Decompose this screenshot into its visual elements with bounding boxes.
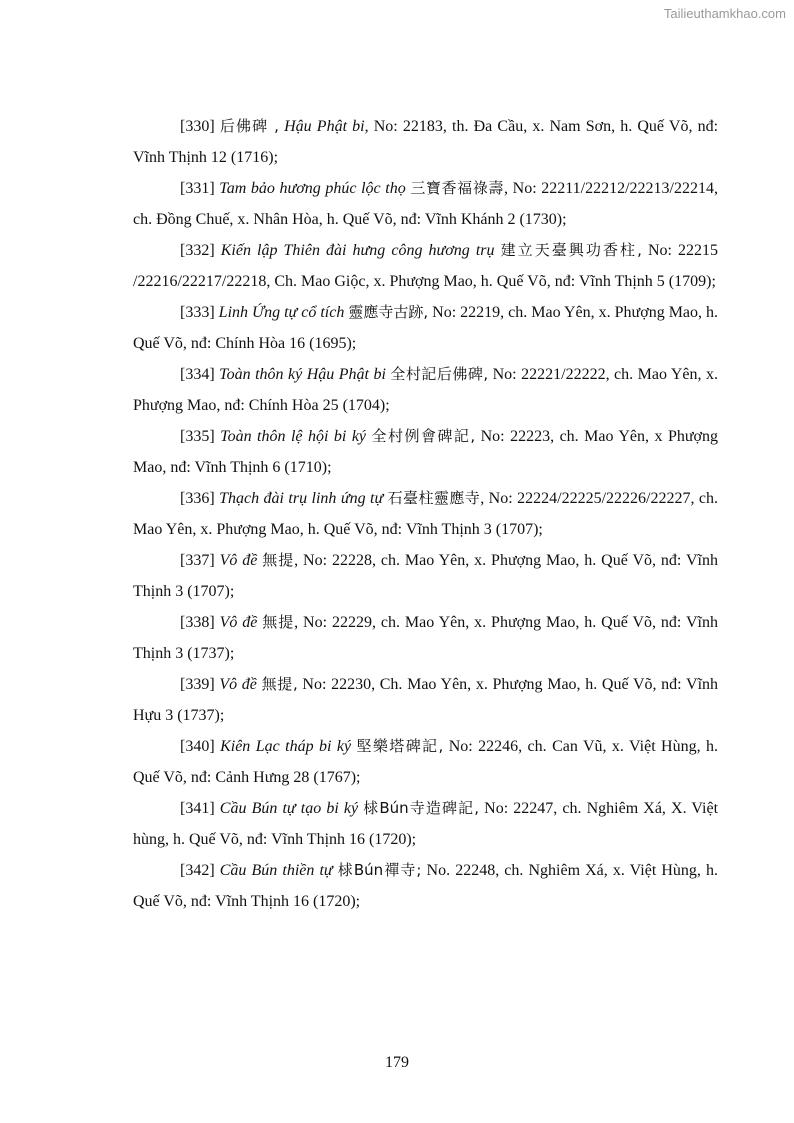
entry-number: [332] bbox=[180, 242, 215, 259]
entry-title: Cầu Bún tự tạo bi ký bbox=[219, 800, 359, 817]
entry-title: Kiên Lạc tháp bi ký bbox=[220, 738, 352, 755]
entry-details: No: 22223, ch. Mao Yên, x Phượng Mao, nđ: Vĩnh Thịnh 6 (1710); bbox=[133, 428, 719, 476]
entry-han-text: 建立天臺興功香柱, bbox=[500, 241, 642, 259]
entry-details: No: 22215 /22216/22217/22218, Ch. Mao Giộc, x. Phượng Mao, h. Quế Võ, nđ: Vĩnh Thịnh 5 (1709); bbox=[133, 242, 719, 290]
entry-number: [337] bbox=[180, 552, 215, 569]
entry-details: , No: 22229, ch. Mao Yên, x. Phượng Mao, h. Quế Võ, nđ: Vĩnh Thịnh 3 (1737); bbox=[133, 614, 718, 662]
entry-han-text: 堅樂塔碑記, bbox=[356, 737, 444, 755]
entry-title: Vô đề bbox=[219, 676, 257, 693]
entry-title: Hậu Phật bi bbox=[284, 118, 365, 135]
entry-335 bbox=[133, 421, 718, 483]
entry-338 bbox=[133, 607, 718, 669]
entry-number: [331] bbox=[180, 180, 215, 197]
entry-340 bbox=[133, 731, 718, 793]
entry-han-text: 無提 bbox=[262, 613, 295, 631]
entry-332 bbox=[133, 235, 718, 297]
entry-title: Linh Ứng tự cổ tích bbox=[218, 304, 345, 321]
entry-han-text: 全村例會碑記, bbox=[371, 427, 476, 445]
entry-details: No: 22246, ch. Can Vũ, x. Việt Hùng, h. Quế Võ, nđ: Cảnh Hưng 28 (1767); bbox=[133, 738, 719, 786]
entry-336 bbox=[133, 483, 718, 545]
entry-number: [334] bbox=[180, 366, 215, 383]
entry-number: [333] bbox=[180, 304, 215, 321]
entry-number: [330] bbox=[180, 118, 215, 135]
entry-details: No: 22230, Ch. Mao Yên, x. Phượng Mao, h. Quế Võ, nđ: Vĩnh Hựu 3 (1737); bbox=[133, 676, 719, 724]
entry-han-text: 三寶香福祿壽 bbox=[410, 179, 505, 197]
watermark: Tailieuthamkhao.com bbox=[663, 6, 786, 21]
entry-342 bbox=[133, 855, 718, 917]
entry-details: , No: 22224/22225/22226/22227, ch. Mao Yên, x. Phượng Mao, h. Quế Võ, nđ: Vĩnh Thịnh 3 (1707); bbox=[133, 490, 718, 538]
entry-han-text: 梂Bún禪寺; bbox=[337, 861, 422, 879]
entry-339 bbox=[133, 669, 718, 731]
entry-334 bbox=[133, 359, 718, 421]
entry-han-text: 石臺柱靈應寺 bbox=[387, 489, 481, 507]
entry-title: Toàn thôn lệ hội bi ký bbox=[220, 428, 367, 445]
entry-number: [335] bbox=[180, 428, 215, 445]
entry-han-text: 無提, bbox=[261, 675, 298, 693]
entry-title: Tam bảo hương phúc lộc thọ bbox=[219, 180, 406, 197]
entry-number: [336] bbox=[180, 490, 215, 507]
entry-330 bbox=[133, 111, 718, 173]
entry-han-text: 全村記后佛碑, bbox=[390, 365, 489, 383]
entry-details: , No: 22211/22212/22213/22214, ch. Đồng Chuế, x. Nhân Hòa, h. Quế Võ, nđ: Vĩnh Khánh 2 (1730); bbox=[133, 180, 719, 228]
entry-number: [338] bbox=[180, 614, 215, 631]
entry-337 bbox=[133, 545, 718, 607]
entry-title: Cầu Bún thiền tự bbox=[219, 862, 333, 879]
entry-number: [341] bbox=[180, 800, 215, 817]
entry-title: Kiến lập Thiên đài hưng công hương trụ bbox=[220, 242, 495, 259]
entry-han-text: 無提 bbox=[262, 551, 295, 569]
entry-details: No: 22219, ch. Mao Yên, x. Phượng Mao, h. Quế Võ, nđ: Chính Hòa 16 (1695); bbox=[133, 304, 719, 352]
entry-title: Thạch đài trụ linh ứng tự bbox=[219, 490, 384, 507]
entry-han-text: 靈應寺古跡, bbox=[348, 303, 429, 321]
entry-details: No. 22248, ch. Nghiêm Xá, x. Việt Hùng, h. Quế Võ, nđ: Vĩnh Thịnh 16 (1720); bbox=[133, 862, 719, 910]
entry-han-text: 梂Bún寺造碑記, bbox=[363, 799, 480, 817]
entry-number: [339] bbox=[180, 676, 215, 693]
entry-han-text: 后佛碑 , bbox=[219, 117, 279, 135]
entry-341 bbox=[133, 793, 718, 855]
document-body bbox=[133, 111, 718, 917]
entry-title: Toàn thôn ký Hậu Phật bi bbox=[219, 366, 386, 383]
entry-333 bbox=[133, 297, 718, 359]
entry-details: , No: 22183, th. Đa Cầu, x. Nam Sơn, h. Quế Võ, nđ: Vĩnh Thịnh 12 (1716); bbox=[133, 118, 719, 166]
entry-title: Vô đề bbox=[219, 614, 258, 631]
entry-331 bbox=[133, 173, 718, 235]
entry-number: [340] bbox=[180, 738, 215, 755]
entry-details: No: 22221/22222, ch. Mao Yên, x. Phượng Mao, nđ: Chính Hòa 25 (1704); bbox=[133, 366, 719, 414]
entry-details: No: 22247, ch. Nghiêm Xá, X. Việt hùng, h. Quế Võ, nđ: Vĩnh Thịnh 16 (1720); bbox=[133, 800, 719, 848]
entry-number: [342] bbox=[180, 862, 215, 879]
entry-details: , No: 22228, ch. Mao Yên, x. Phượng Mao, h. Quế Võ, nđ: Vĩnh Thịnh 3 (1707); bbox=[133, 552, 718, 600]
entry-title: Vô đề bbox=[219, 552, 258, 569]
page-number: 179 bbox=[385, 1054, 409, 1071]
